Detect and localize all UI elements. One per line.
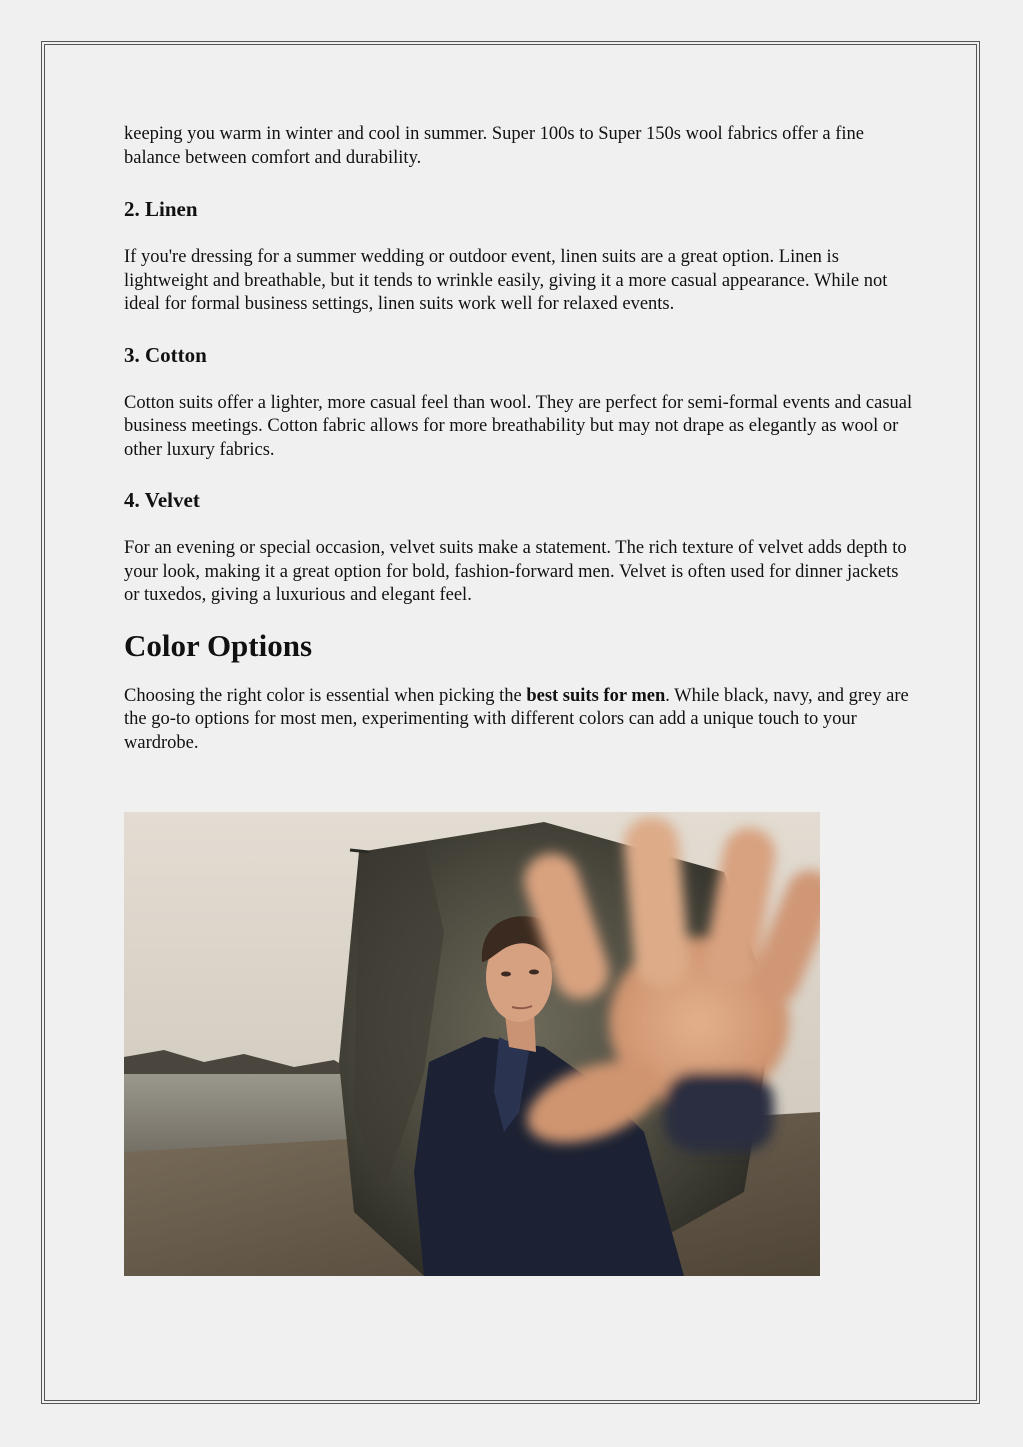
heading-linen: 2. Linen — [124, 197, 198, 221]
man-in-suit-photo — [124, 812, 820, 1276]
heading-cotton: 3. Cotton — [124, 342, 207, 367]
best-suits-link-text: best suits for men — [526, 685, 666, 706]
paragraph-color-options — [124, 685, 914, 756]
paragraph-velvet: For an evening or special occasion, velvet suits make a statement. The rich texture of velvet adds depth to your look, making it a great option for bold, fashion-forward men. Velvet is often used for dinner jackets or tuxedos, giving a luxurious and elegant feel. — [124, 538, 907, 605]
photo-illustration — [124, 812, 820, 1276]
paragraph-cotton: Cotton suits offer a lighter, more casual feel than wool. They are perfect for semi-formal events and casual business meetings. Cotton fabric allows for more breathability but may not drape as elegantly as wool or other luxury fabrics. — [124, 392, 913, 460]
heading-velvet: 4. Velvet — [124, 488, 200, 512]
color-text-before: Choosing the right color is essential when picking the — [124, 685, 527, 706]
intro-paragraph: keeping you warm in winter and cool in summer. Super 100s to Super 150s wool fabrics offer a fine balance between comfort and durability. — [124, 124, 865, 168]
paragraph-linen: If you're dressing for a summer wedding or outdoor event, linen suits are a great option. Linen is lightweight and breathable, but it tends to wrinkle easily, giving it a more casual appearance. While not ideal for formal business settings, linen suits work well for relaxed events. — [124, 247, 888, 314]
color-text-after: . While black, navy, and grey are the go-to options for most men, experimenting with different colors can add a unique touch to your wardrobe. — [124, 685, 909, 753]
heading-color-options: Color Options — [124, 627, 313, 663]
page-content — [124, 123, 914, 755]
